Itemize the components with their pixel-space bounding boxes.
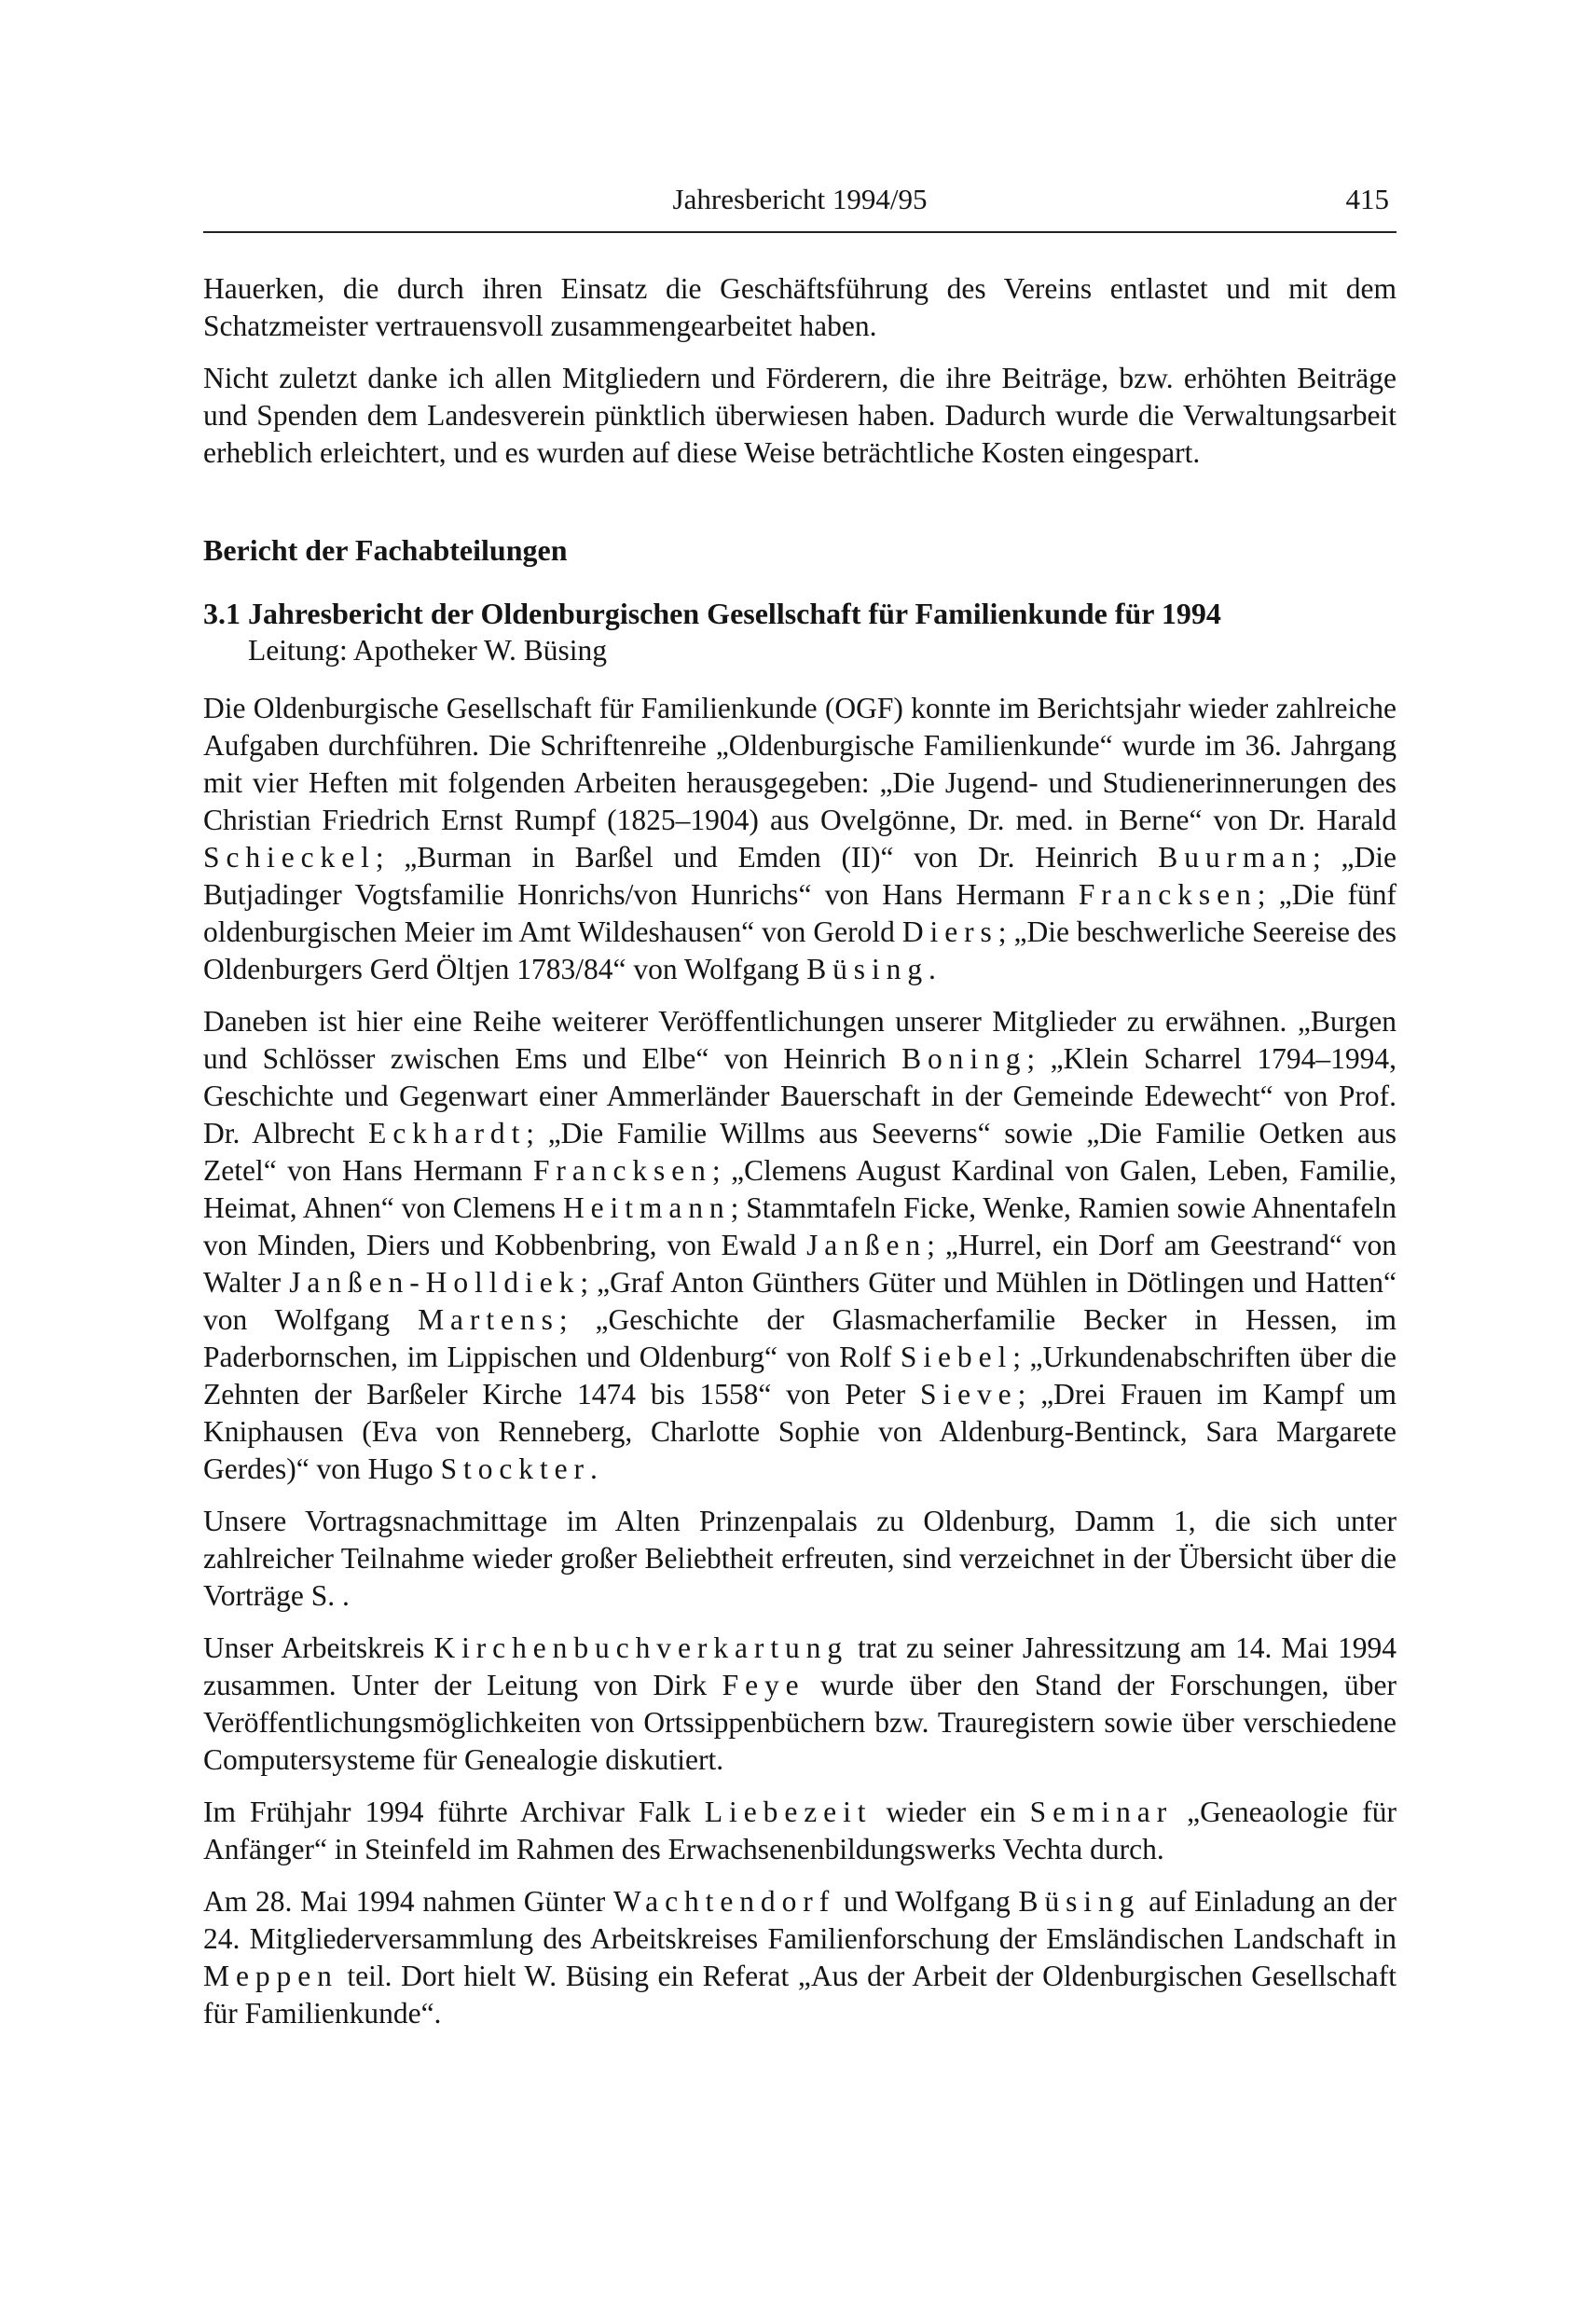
text-run: teil. Dort hielt W. Büsing ein Referat „Aus der Arbeit der Oldenburgischen Gesellschaft für Familienkunde“.: [203, 1960, 1396, 2030]
text-run: wieder ein: [872, 1796, 1030, 1828]
document-page: [203, 183, 1396, 2047]
spaced-name: Wachtendorf: [613, 1885, 836, 1918]
spaced-name: Liebezeit: [704, 1796, 873, 1828]
text-run: ; „Klein Scharrel 1794–1994, Geschichte und Gegenwart einer Ammerländer Bauerschaft in der Gemeinde Edewecht“ von Prof. Dr. Albrecht: [203, 1042, 1396, 1149]
text-run: Im Frühjahr 1994 führte Archivar Falk: [203, 1796, 705, 1828]
text-run: ; Stammtafeln Ficke, Wenke, Ramien sowie Ahnentafeln von Minden, Diers und Kobbenbring, von Ewald: [203, 1191, 1396, 1261]
body-text: [203, 270, 1396, 2032]
text-run: wurde über den Stand der Forschungen, über Veröffentlichungsmöglichkeiten von Ortssippenbüchern bzw. Trauregistern sowie über verschiedene Computersysteme für Genealogie diskutiert.: [203, 1669, 1396, 1776]
spaced-name: Sieve: [919, 1378, 1018, 1411]
spaced-name: Kirchenbuchverkartung: [433, 1631, 849, 1664]
paragraph: [203, 360, 1396, 472]
spaced-name: Francksen: [532, 1154, 712, 1187]
spaced-name: Büsing: [806, 953, 929, 985]
spaced-name: Siebel: [900, 1341, 1013, 1373]
text-run: trat zu seiner Jahressitzung am 14. Mai 1994 zusammen. Unter der Leitung von Dirk: [203, 1631, 1397, 1701]
text-run: .: [929, 953, 936, 985]
spaced-name: Seminar: [1029, 1796, 1174, 1828]
text-run: Am 28. Mai 1994 nahmen Günter: [203, 1885, 614, 1918]
spaced-name: Stockter: [440, 1452, 590, 1485]
spaced-name: Janßen-Holldiek: [289, 1266, 581, 1299]
text-run: ; „Die fünf oldenburgischen Meier im Amt Wildeshausen“ von Gerold: [203, 878, 1396, 948]
paragraph: [203, 1630, 1396, 1779]
section-heading: Bericht der Fachabteilungen: [203, 533, 568, 567]
spaced-name: Büsing: [1018, 1885, 1141, 1918]
spaced-name: Heitmann: [562, 1191, 731, 1224]
subsection-title: Jahresbericht der Oldenburgischen Gesellschaft für Familienkunde für 1994: [248, 597, 1221, 630]
subsection-title-line: [203, 595, 1396, 632]
running-head: [203, 183, 1396, 233]
text-run: ; „Burman in Barßel und Emden (II)“ von Dr. Heinrich: [375, 841, 1159, 874]
spaced-name: Buurman: [1158, 841, 1314, 874]
text-run: ; „Die Butjadinger Vogtsfamilie Honrichs/von Hunrichs“ von Hans Hermann: [203, 841, 1396, 911]
text-run: auf Einladung an der 24. Mitgliederversammlung des Arbeitskreises Familienforschung der Emsländischen Landschaft in: [203, 1885, 1396, 1955]
spaced-name: Schieckel: [203, 841, 376, 874]
subsection-number: 3.1: [203, 597, 241, 630]
text-run: Nicht zuletzt danke ich allen Mitgliedern und Förderern, die ihre Beiträge, bzw. erhöhten Beiträge und Spenden dem Landesverein pünktlich überwiesen haben. Dadurch wurde die Verwaltungsarbeit erheblich erleichtert, und es wurden auf diese Weise beträchtliche Kosten eingespart.: [203, 362, 1396, 469]
running-head-title: Jahresbericht 1994/95: [672, 183, 928, 215]
text-run: ; „Graf Anton Günthers Güter und Mühlen in Dötlingen und Hatten“ von Wolfgang: [203, 1266, 1397, 1336]
spaced-name: Eckhardt: [368, 1117, 527, 1149]
spaced-name: Meppen: [203, 1960, 338, 1992]
text-run: ; „Clemens August Kardinal von Galen, Leben, Familie, Heimat, Ahnen“ von Clemens: [203, 1154, 1396, 1224]
text-run: „Geneaologie für Anfänger“ in Steinfeld im Rahmen des Erwachsenenbildungswerks Vechta durch.: [203, 1796, 1396, 1865]
paragraph: [203, 1883, 1396, 2032]
text-run: Daneben ist hier eine Reihe weiterer Veröffentlichungen unserer Mitglieder zu erwähnen. „Burgen und Schlösser zwischen Ems und Elbe“ von Heinrich: [203, 1005, 1396, 1075]
text-run: ; „Die Familie Willms aus Seeverns“ sowie „Die Familie Oetken aus Zetel“ von Hans Hermann: [203, 1117, 1396, 1187]
page-number: 415: [1345, 183, 1389, 215]
paragraph: [203, 1794, 1396, 1868]
paragraph: [203, 1503, 1396, 1615]
spaced-name: Diers: [901, 915, 998, 948]
text-run: Die Oldenburgische Gesellschaft für Familienkunde (OGF) konnte im Berichtsjahr wieder zahlreiche Aufgaben durchführen. Die Schriftenreihe „Oldenburgische Familienkunde“ wurde im 36. Jahrgang mit vier Heften mit folgenden Arbeiten herausgegeben: „Die Jugend- und Studienerinnerungen des Christian Friedrich Ernst Rumpf (1825–1904) aus Ovelgönne, Dr. med. in Berne“ von Dr. Harald: [203, 692, 1396, 836]
paragraph: [203, 1003, 1396, 1488]
text-run: ; „Geschichte der Glasmacherfamilie Becker in Hessen, im Paderbornschen, im Lippischen und Oldenburg“ von Rolf: [203, 1303, 1396, 1373]
spaced-name: Feye: [722, 1669, 805, 1701]
paragraph: [203, 270, 1396, 345]
spaced-name: Boning: [901, 1042, 1027, 1075]
text-run: ; „Hurrel, ein Dorf am Geestrand“ von Walter: [203, 1229, 1397, 1299]
text-run: ; „Urkundenabschriften über die Zehnten der Barßeler Kirche 1474 bis 1558“ von Peter: [203, 1341, 1396, 1411]
text-run: Hauerken, die durch ihren Einsatz die Geschäftsführung des Vereins entlastet und mit dem Schatzmeister vertrauensvoll zusammengearbeitet haben.: [203, 272, 1396, 342]
spaced-name: Francksen: [1078, 878, 1258, 911]
text-run: und Wolfgang: [835, 1885, 1019, 1918]
subsection-header: [203, 595, 1396, 669]
spaced-name: Janßen: [806, 1229, 928, 1261]
text-run: Unser Arbeitskreis: [203, 1631, 434, 1664]
paragraph: [203, 690, 1396, 988]
text-run: .: [589, 1452, 598, 1485]
spaced-name: Martens: [418, 1303, 559, 1336]
text-run: Unsere Vortragsnachmittage im Alten Prinzenpalais zu Oldenburg, Damm 1, die sich unter zahlreicher Teilnahme wieder großer Beliebtheit erfreuten, sind verzeichnet in der Übersicht über die Vorträge S. .: [203, 1505, 1396, 1612]
text-run: ; „Die beschwerliche Seereise des Oldenburgers Gerd Öltjen 1783/84“ von Wolfgang: [203, 915, 1396, 985]
text-run: ; „Drei Frauen im Kampf um Kniphausen (Eva von Renneberg, Charlotte Sophie von Aldenburg-Bentinck, Sara Margarete Gerdes)“ von Hugo: [203, 1378, 1397, 1485]
subsection-lead: Leitung: Apotheker W. Büsing: [248, 634, 607, 667]
